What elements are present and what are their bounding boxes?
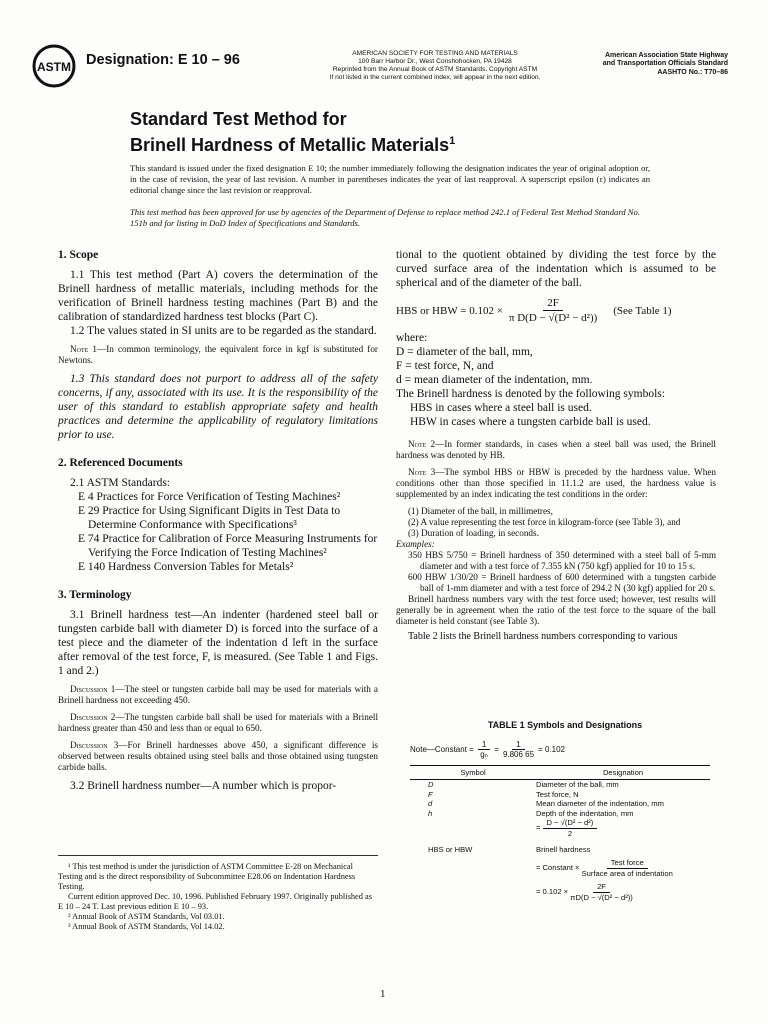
footnote-edition: Current edition approved Dec. 10, 1996. Published February 1997. Originally published as E 10 – 24 T. Last previous edition E 10 – 93. bbox=[58, 892, 373, 911]
para-3-2-cont: tional to the quotient obtained by dividing the test force by the curved surface area of the indentation which is assumed to be spherical and of the diameter of the ball. bbox=[396, 249, 716, 289]
example-1: 350 HBS 5/750 = Brinell hardness of 350 determined with a steel ball of 5-mm diameter and with a test force of 7.355 kN (750 kgf) applied for 10 to 15 s. bbox=[408, 550, 716, 571]
variation-note: Brinell hardness numbers vary with the test force used; however, test results will generally be in agreement when the ratio of the test force to the square of the ball diameter is held constant (see Table 3). bbox=[396, 594, 716, 626]
para-1-3: 1.3 This standard does not purport to address all of the safety concerns, if any, associated with its use. It is the responsibility of the user of this standard to establish appropriate safety and health practices and determine the applicability of regulatory limitations prior to use. bbox=[58, 373, 378, 441]
table-row: F Test force, N bbox=[428, 789, 579, 799]
svg-text:ASTM: ASTM bbox=[37, 60, 71, 74]
para-3-1: 3.1 Brinell hardness test—An indenter (hardened steel ball or tungsten carbide ball with diameter D) is forced into the surface of a test piece and the diameter of the indentation d left in the surface after removal of the test force, F, is measured. (See Table 1 and Figs. 1 and 2.) bbox=[58, 609, 378, 677]
table-row: = $\frac{\text{D − √(D² − d²)}}{2}$ bbox=[410, 818, 710, 838]
table-row: = 0.102 × $\frac{2F}{\text{πD(D − √(D² − d²))}}$ bbox=[536, 882, 633, 902]
designation: Designation: E 10 – 96 bbox=[86, 52, 240, 68]
table-1-note: Note—Constant = $\frac{1}{\text{gₙ}}$ = $\frac{1}{9.806 65}$ = 0.102 bbox=[410, 740, 565, 759]
col-symbol-header: Symbol bbox=[410, 766, 536, 780]
table-1 bbox=[410, 720, 720, 903]
hbs-symbol: HBS in cases where a steel ball is used. bbox=[410, 402, 592, 414]
hbw-symbol: HBW in cases where a tungsten carbide ball is used. bbox=[410, 416, 651, 428]
discussion-2: Discussion 2—The tungsten carbide ball shall be used for materials with a Brinell hardness greater than 450 and less than or equal to 650. bbox=[58, 712, 378, 733]
table2-ref: Table 2 lists the Brinell hardness numbers corresponding to various bbox=[408, 631, 678, 642]
symbols-table bbox=[410, 765, 710, 903]
order-item-1: (1) Diameter of the ball, in millimetres, bbox=[408, 506, 553, 516]
aashto-header: American Association State Highway and Transportation Officials Standard AASHTO No.: T70–86 bbox=[602, 52, 728, 76]
order-item-3: (3) Duration of loading, in seconds. bbox=[408, 528, 539, 538]
table-row: HBS or HBW Brinell hardness bbox=[428, 844, 591, 854]
ref-e4: E 4 Practices for Force Verification of Testing Machines² bbox=[78, 491, 341, 503]
example-2: 600 HBW 1/30/20 = Brinell hardness of 600 determined with a tungsten carbide ball of 1-mm diameter and with a test force of 294.2 N (30 kgf) applied for 20 s. bbox=[408, 572, 716, 593]
ref-e140: E 140 Hardness Conversion Tables for Metals² bbox=[78, 561, 294, 573]
brinell-formula: HBS or HBW = 0.102 × $\frac{2F}{\text{π D(D − √(D² − d²))}}$ (See Table 1) bbox=[396, 297, 672, 324]
para-2-1: 2.1 ASTM Standards: bbox=[70, 477, 170, 489]
def-d-ball: D = diameter of the ball, mm, bbox=[396, 346, 533, 358]
footnote-1: ¹ This test method is under the jurisdiction of ASTM Committee E-28 on Mechanical Testing and is the direct responsibility of Subcommittee E28.06 on Indentation Hardness Testing. bbox=[58, 862, 356, 891]
discussion-3: Discussion 3—For Brinell hardnesses above 450, a significant difference is observed between results obtained using steel balls and those obtained using tungsten carbide balls. bbox=[58, 740, 378, 772]
symbols-intro: The Brinell hardness is denoted by the following symbols: bbox=[396, 388, 665, 400]
def-d-indent: d = mean diameter of the indentation, mm. bbox=[396, 374, 593, 386]
col-designation-header: Designation bbox=[536, 766, 710, 780]
note-2: Note 2—In former standards, in cases when a steel ball was used, the Brinell hardness was denoted by HB. bbox=[396, 439, 716, 460]
where-label: where: bbox=[396, 332, 428, 344]
order-item-2: (2) A value representing the test force in kilogram-force (see Table 3), and bbox=[408, 517, 681, 527]
para-3-2: 3.2 Brinell hardness number—A number which is propor- bbox=[70, 780, 337, 792]
footnote-3: ³ Annual Book of ASTM Standards, Vol 14.02. bbox=[68, 922, 225, 931]
table-header-row bbox=[410, 766, 710, 780]
footnote-2: ² Annual Book of ASTM Standards, Vol 03.01. bbox=[68, 912, 225, 921]
section-scope-heading: 1. Scope bbox=[58, 249, 99, 261]
intro-paragraph: This standard is issued under the fixed designation E 10; the number immediately following the designation indicates the year of original adoption or, in the case of revision, the year of last revision. A number in parentheses indicates the year of last reapproval. A superscript epsilon (ε) indicates an editorial change since the last revision or reapproval. bbox=[130, 163, 650, 195]
table-row: D Diameter of the ball, mm bbox=[428, 780, 619, 789]
right-column bbox=[396, 248, 716, 644]
publisher-header: AMERICAN SOCIETY FOR TESTING AND MATERIALS 100 Barr Harbor Dr., West Conshohocken, PA 19428 Reprinted from the Annual Book of ASTM Standards. Copyright ASTM If not listed in the current combined index, will appear in the next edition. bbox=[329, 50, 541, 81]
para-1-2: 1.2 The values stated in SI units are to be regarded as the standard. bbox=[70, 325, 377, 337]
def-f-force: F = test force, N, and bbox=[396, 360, 494, 372]
dod-approval-paragraph: This test method has been approved for use by agencies of the Department of Defense to replace method 242.1 of Federal Test Method Standard No. 151b and for listing in DoD Index of Specifications and Standards. bbox=[130, 207, 640, 228]
examples-label: Examples: bbox=[396, 539, 435, 549]
ref-e74: E 74 Practice for Calibration of Force Measuring Instruments for Verifying the Force Indication of Testing Machines² bbox=[78, 533, 378, 559]
table-row: d Mean diameter of the indentation, mm bbox=[428, 799, 664, 809]
note-3: Note 3—The symbol HBS or HBW is preceded by the hardness value. When conditions other than those specified in 11.1.2 are used, the hardness value is supplemented by an index indicating the test conditions in the order: bbox=[396, 467, 716, 499]
discussion-1: Discussion 1—The steel or tungsten carbide ball may be used for materials with a Brinell hardness not exceeding 450. bbox=[58, 684, 378, 705]
section-terminology-heading: 3. Terminology bbox=[58, 589, 132, 601]
table-row: = Constant × $\frac{\text{Test force}}{\text{Surface area of indentation}}$ bbox=[536, 858, 673, 878]
table-1-caption: TABLE 1 Symbols and Designations bbox=[487, 720, 643, 730]
page-number: 1 bbox=[380, 988, 386, 1000]
left-column bbox=[58, 248, 378, 793]
document-title: Standard Test Method for Brinell Hardness of Metallic Materials$^1$ bbox=[130, 109, 456, 155]
table-row: h Depth of the indentation, mm bbox=[428, 808, 634, 818]
section-refdocs-heading: 2. Referenced Documents bbox=[58, 457, 183, 469]
para-1-1: 1.1 This test method (Part A) covers the determination of the Brinell hardness of metallic materials, including methods for the verification of Brinell hardness testing machines (Part B) and the calibration of standardized hardness test blocks (Part C). bbox=[58, 269, 378, 323]
ref-e29: E 29 Practice for Using Significant Digits in Test Data to Determine Conformance with Specifications³ bbox=[78, 505, 341, 531]
footnotes bbox=[58, 855, 378, 932]
astm-logo bbox=[32, 44, 76, 88]
note-1: Note 1—In common terminology, the equivalent force in kgf is substituted for Newtons. bbox=[58, 344, 378, 365]
